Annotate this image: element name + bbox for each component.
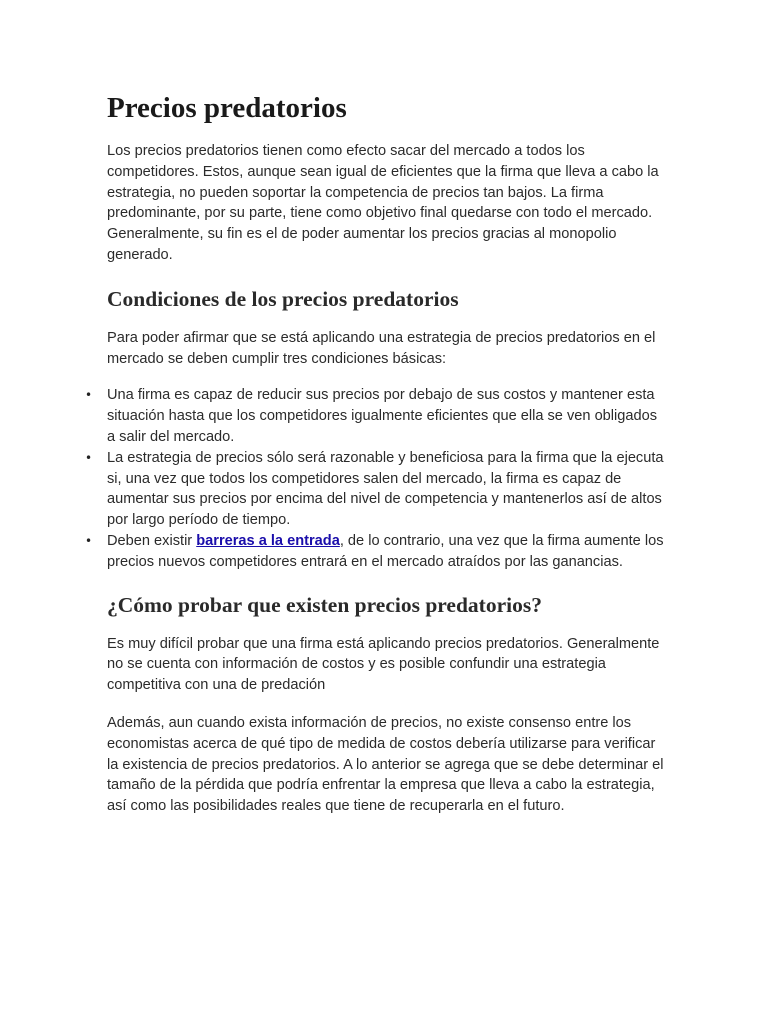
bullet-icon: • — [85, 533, 93, 548]
section-heading-how-to-prove: ¿Cómo probar que existen precios predatorios? — [107, 592, 542, 617]
list-item — [85, 448, 667, 531]
list-item — [85, 385, 667, 447]
article — [85, 88, 667, 834]
bullet-icon: • — [85, 388, 93, 403]
list-item — [85, 531, 667, 573]
list-item-text-after: , de lo contrario, una vez que la firma aumente los precios nuevos competidores entrará en el mercado atraídos por las ganancias. — [107, 532, 664, 570]
list-item-text: La estrategia de precios sólo será razonable y beneficiosa para la firma que la ejecuta si, una vez que todos los competidores salen del mercado, la firma es capaz de aumentar sus precios por encima del nivel de competencia y mantenerlos así de altos por largo período de tiempo. — [107, 449, 664, 529]
barreras-entrada-link[interactable]: barreras a la entrada — [196, 532, 340, 549]
list-item-text-before: Deben existir — [107, 532, 197, 549]
list-item-text: Una firma es capaz de reducir sus precios por debajo de sus costos y mantener esta situación hasta que los competidores igualmente eficientes que ella se ven obligados a salir del mercado. — [107, 387, 658, 445]
conditions-list — [85, 385, 667, 572]
bullet-icon: • — [85, 450, 93, 465]
article-title: Precios predatorios — [107, 92, 347, 124]
section-heading-conditions: Condiciones de los precios predatorios — [107, 286, 459, 311]
conditions-lead-paragraph: Para poder afirmar que se está aplicando una estrategia de precios predatorios en el mercado se deben cumplir tres condiciones básicas: — [107, 329, 656, 367]
body-paragraph: Es muy difícil probar que una firma está aplicando precios predatorios. Generalmente no se cuenta con información de costos y es posible confundir una estrategia competitiva con una de predación — [107, 635, 660, 694]
intro-paragraph: Los precios predatorios tienen como efecto sacar del mercado a todos los competidores. Estos, aunque sean igual de eficientes que la firma que lleva a cabo la estrategia, no pueden soportar la competencia de precios tan bajos. La firma predominante, por su parte, tiene como objetivo final quedarse con todo el mercado. Generalmente, su fin es el de poder aumentar los precios gracias al monopolio generado. — [107, 143, 659, 263]
body-paragraph: Además, aun cuando exista información de precios, no existe consenso entre los economistas acerca de qué tipo de medida de costos debería utilizarse para verificar la existencia de precios predatorios. A lo anterior se agrega que se debe determinar el tamaño de la pérdida que podría enfrentar la empresa que lleva a cabo la estrategia, así como las posibilidades reales que tiene de recuperarla en el futuro. — [107, 714, 664, 815]
